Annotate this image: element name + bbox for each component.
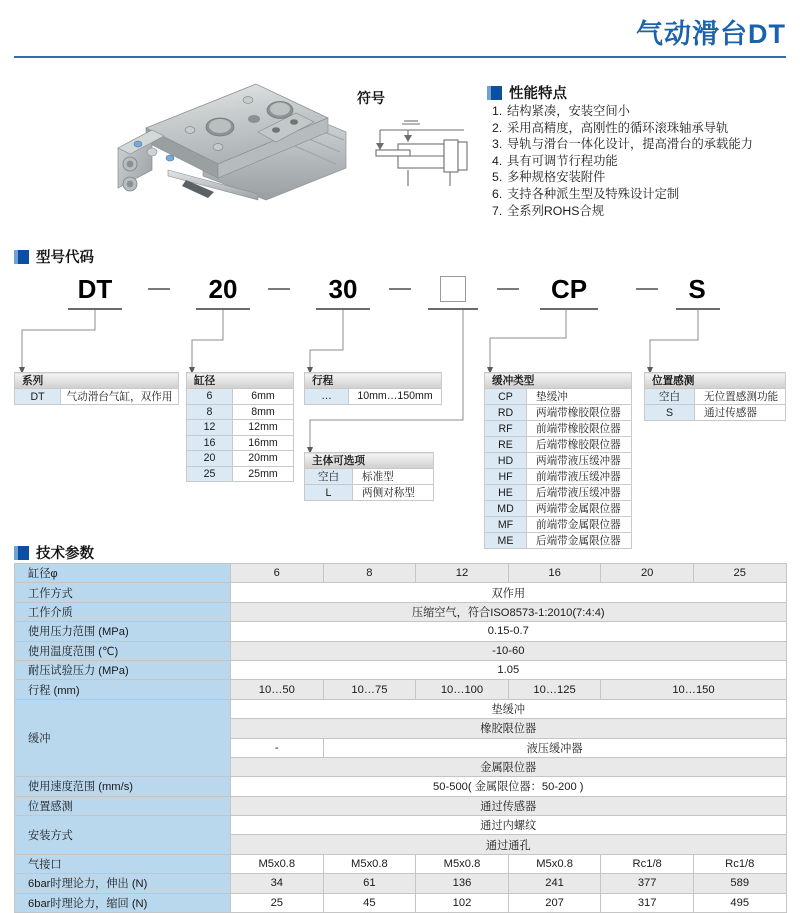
feature-number: 3. bbox=[492, 137, 503, 152]
legend-table-cushion bbox=[484, 372, 632, 549]
legend-code: HE bbox=[485, 485, 527, 501]
section-marker-icon bbox=[14, 546, 29, 560]
spec-value: 双作用 bbox=[231, 583, 787, 602]
symbol-diagram bbox=[368, 112, 478, 190]
spec-value: 压缩空气，符合ISO8573-1:2010(7:4:4) bbox=[231, 602, 787, 621]
legend-table-bore bbox=[186, 372, 294, 482]
spec-stroke-value: 10…100 bbox=[416, 680, 509, 699]
feature-item bbox=[492, 103, 792, 120]
spec-force-value: 207 bbox=[508, 893, 601, 912]
spec-label: 使用速度范围 (mm/s) bbox=[15, 777, 231, 796]
section-marker-icon bbox=[487, 86, 502, 100]
spec-label: 使用温度范围 (℃) bbox=[15, 641, 231, 660]
legend-code: L bbox=[305, 485, 353, 501]
code-underline bbox=[316, 308, 370, 310]
code-underline bbox=[676, 308, 720, 310]
spec-value: 0.15-0.7 bbox=[231, 622, 787, 641]
table-row bbox=[15, 660, 787, 679]
legend-desc: 前端带金属限位器 bbox=[527, 517, 632, 533]
legend-row bbox=[485, 437, 632, 453]
legend-desc: 通过传感器 bbox=[695, 405, 786, 421]
page-title: 气动滑台DT bbox=[636, 19, 786, 49]
table-row bbox=[15, 680, 787, 699]
legend-table-position-sensing bbox=[644, 372, 786, 421]
legend-desc: 12mm bbox=[233, 420, 294, 436]
legend-code: 12 bbox=[187, 420, 233, 436]
legend-title: 系列 bbox=[15, 373, 179, 389]
code-part-series: DT bbox=[77, 274, 113, 304]
legend-row bbox=[187, 420, 294, 436]
legend-title: 行程 bbox=[305, 373, 442, 389]
spec-label: 气接口 bbox=[15, 854, 231, 873]
legend-row bbox=[305, 485, 434, 501]
spec-bore-value: 25 bbox=[693, 564, 786, 583]
table-row bbox=[15, 893, 787, 912]
spec-force-value: 377 bbox=[601, 874, 694, 893]
spec-label: 安装方式 bbox=[15, 816, 231, 855]
legend-row bbox=[645, 389, 786, 405]
spec-label: 工作介质 bbox=[15, 602, 231, 621]
code-dash bbox=[636, 288, 658, 290]
legend-desc: 前端带橡胶限位器 bbox=[527, 421, 632, 437]
spec-value: -10-60 bbox=[231, 641, 787, 660]
legend-desc: 8mm bbox=[233, 404, 294, 420]
legend-row bbox=[187, 389, 294, 405]
spec-bore-value: 6 bbox=[231, 564, 324, 583]
spec-label: 耐压试验压力 (MPa) bbox=[15, 660, 231, 679]
legend-code: 6 bbox=[187, 389, 233, 405]
table-row bbox=[15, 796, 787, 815]
table-row bbox=[15, 777, 787, 796]
feature-text: 导轨与滑台一体化设计，提高滑台的承载能力 bbox=[507, 137, 753, 152]
spec-cushion-value: 垫缓冲 bbox=[231, 699, 787, 718]
feature-item bbox=[492, 153, 792, 170]
legend-code: HD bbox=[485, 453, 527, 469]
table-row bbox=[15, 583, 787, 602]
legend-desc: 10mm…150mm bbox=[349, 389, 442, 405]
feature-item bbox=[492, 136, 792, 153]
spec-bore-value: 12 bbox=[416, 564, 509, 583]
feature-text: 结构紧凑，安装空间小 bbox=[507, 104, 630, 118]
model-code-heading-text: 型号代码 bbox=[36, 250, 94, 266]
legend-code: RF bbox=[485, 421, 527, 437]
spec-force-value: 317 bbox=[601, 893, 694, 912]
table-row bbox=[15, 874, 787, 893]
legend-row bbox=[485, 421, 632, 437]
feature-text: 采用高精度，高刚性的循环滚珠轴承导轨 bbox=[507, 120, 729, 135]
feature-number: 2. bbox=[492, 120, 503, 135]
spec-cushion-value: 金属限位器 bbox=[231, 757, 787, 776]
legend-code: S bbox=[645, 405, 695, 421]
legend-title: 缸径 bbox=[187, 373, 294, 389]
legend-code: 25 bbox=[187, 466, 233, 482]
code-underline bbox=[428, 308, 478, 310]
feature-item bbox=[492, 186, 792, 203]
table-row bbox=[15, 699, 787, 718]
spec-cushion-value: - bbox=[231, 738, 324, 757]
legend-desc: 两端带液压缓冲器 bbox=[527, 453, 632, 469]
code-dash bbox=[268, 288, 290, 290]
feature-item bbox=[492, 169, 792, 186]
spec-stroke-value: 10…75 bbox=[323, 680, 416, 699]
legend-desc: 后端带液压缓冲器 bbox=[527, 485, 632, 501]
code-underline bbox=[68, 308, 122, 310]
table-row bbox=[15, 854, 787, 873]
feature-number: 1. bbox=[492, 104, 503, 118]
legend-row bbox=[187, 404, 294, 420]
table-row bbox=[15, 602, 787, 621]
spec-force-value: 241 bbox=[508, 874, 601, 893]
legend-code: ME bbox=[485, 533, 527, 549]
code-underline bbox=[540, 308, 598, 310]
section-marker-icon bbox=[14, 250, 29, 264]
model-code-row bbox=[0, 272, 800, 314]
legend-table-body-option bbox=[304, 452, 434, 501]
table-row bbox=[15, 564, 787, 583]
spec-value: 通过传感器 bbox=[231, 796, 787, 815]
spec-label: 缓冲 bbox=[15, 699, 231, 777]
spec-force-value: 102 bbox=[416, 893, 509, 912]
legend-row bbox=[485, 485, 632, 501]
spec-stroke-value: 10…50 bbox=[231, 680, 324, 699]
spec-stroke-value: 10…150 bbox=[601, 680, 786, 699]
feature-number: 7. bbox=[492, 203, 503, 218]
legend-desc: 6mm bbox=[233, 389, 294, 405]
legend-desc: 两端带橡胶限位器 bbox=[527, 405, 632, 421]
spec-value: 50-500( 金属限位器：50-200 ) bbox=[231, 777, 787, 796]
spec-heading bbox=[14, 542, 94, 563]
spec-bore-value: 8 bbox=[323, 564, 416, 583]
legend-code: 空白 bbox=[305, 469, 353, 485]
legend-code: RE bbox=[485, 437, 527, 453]
model-code-heading bbox=[14, 246, 94, 267]
spec-table bbox=[14, 563, 787, 913]
legend-desc: 无位置感测功能 bbox=[695, 389, 786, 405]
spec-value: 1.05 bbox=[231, 660, 787, 679]
spec-label: 缸径φ bbox=[15, 564, 231, 583]
legend-desc: 后端带橡胶限位器 bbox=[527, 437, 632, 453]
legend-desc: 标准型 bbox=[353, 469, 434, 485]
spec-force-value: 136 bbox=[416, 874, 509, 893]
legend-row bbox=[485, 517, 632, 533]
table-row bbox=[15, 622, 787, 641]
spec-cushion-value: 液压缓冲器 bbox=[323, 738, 786, 757]
spec-port-value: M5x0.8 bbox=[508, 854, 601, 873]
legend-row bbox=[187, 466, 294, 482]
legend-row bbox=[187, 435, 294, 451]
feature-text: 全系列ROHS合规 bbox=[507, 203, 605, 218]
product-photo bbox=[108, 72, 348, 204]
features-heading bbox=[487, 82, 567, 103]
legend-row bbox=[485, 405, 632, 421]
legend-code: 20 bbox=[187, 451, 233, 467]
legend-code: 8 bbox=[187, 404, 233, 420]
feature-text: 支持各种派生型及特殊设计定制 bbox=[507, 186, 680, 201]
legend-code: MD bbox=[485, 501, 527, 517]
feature-number: 6. bbox=[492, 186, 503, 201]
code-dash bbox=[148, 288, 170, 290]
spec-heading-text: 技术参数 bbox=[36, 546, 94, 562]
legend-row bbox=[187, 451, 294, 467]
legend-title: 主体可选项 bbox=[305, 453, 434, 469]
code-part-sensing: S bbox=[688, 274, 706, 304]
spec-label: 使用压力范围 (MPa) bbox=[15, 622, 231, 641]
legend-table-series bbox=[14, 372, 179, 405]
code-dash bbox=[497, 288, 519, 290]
spec-stroke-value: 10…125 bbox=[508, 680, 601, 699]
spec-force-value: 34 bbox=[231, 874, 324, 893]
features-heading-text: 性能特点 bbox=[509, 86, 567, 102]
legend-code: HF bbox=[485, 469, 527, 485]
feature-item bbox=[492, 203, 792, 220]
spec-label: 工作方式 bbox=[15, 583, 231, 602]
legend-desc: 两侧对称型 bbox=[353, 485, 434, 501]
header-divider bbox=[14, 56, 786, 58]
spec-label: 6bar时理论力，缩回 (N) bbox=[15, 893, 231, 912]
feature-number: 5. bbox=[492, 170, 503, 185]
legend-desc: 前端带液压缓冲器 bbox=[527, 469, 632, 485]
legend-desc: 16mm bbox=[233, 435, 294, 451]
legend-code: 空白 bbox=[645, 389, 695, 405]
legend-row bbox=[15, 389, 179, 405]
legend-table-stroke bbox=[304, 372, 442, 405]
legend-row bbox=[485, 501, 632, 517]
legend-row bbox=[485, 469, 632, 485]
legend-row bbox=[305, 469, 434, 485]
legend-row bbox=[485, 389, 632, 405]
spec-cushion-value: 橡胶限位器 bbox=[231, 719, 787, 738]
feature-text: 多种规格安装附件 bbox=[507, 170, 606, 185]
feature-number: 4. bbox=[492, 153, 503, 168]
spec-port-value: Rc1/8 bbox=[601, 854, 694, 873]
spec-force-value: 45 bbox=[323, 893, 416, 912]
spec-port-value: M5x0.8 bbox=[323, 854, 416, 873]
features-list bbox=[492, 103, 792, 219]
spec-port-value: M5x0.8 bbox=[231, 854, 324, 873]
legend-code: … bbox=[305, 389, 349, 405]
legend-row bbox=[645, 405, 786, 421]
spec-mount-value: 通过内螺纹 bbox=[231, 816, 787, 835]
symbol-label: 符号 bbox=[357, 90, 385, 106]
spec-port-value: M5x0.8 bbox=[416, 854, 509, 873]
spec-force-value: 61 bbox=[323, 874, 416, 893]
code-part-cushion: CP bbox=[550, 274, 588, 304]
spec-bore-value: 16 bbox=[508, 564, 601, 583]
table-row bbox=[15, 641, 787, 660]
legend-desc: 后端带金属限位器 bbox=[527, 533, 632, 549]
legend-desc: 25mm bbox=[233, 466, 294, 482]
spec-force-value: 589 bbox=[693, 874, 786, 893]
spec-port-value: Rc1/8 bbox=[693, 854, 786, 873]
legend-code: DT bbox=[15, 389, 61, 405]
code-part-body-option-box bbox=[440, 276, 466, 302]
legend-row bbox=[485, 533, 632, 549]
legend-code: 16 bbox=[187, 435, 233, 451]
feature-text: 具有可调节行程功能 bbox=[507, 153, 618, 168]
table-row bbox=[15, 816, 787, 835]
legend-code: CP bbox=[485, 389, 527, 405]
legend-desc: 两端带金属限位器 bbox=[527, 501, 632, 517]
spec-bore-value: 20 bbox=[601, 564, 694, 583]
code-part-stroke: 30 bbox=[328, 274, 358, 304]
page-header bbox=[0, 0, 800, 62]
spec-label: 行程 (mm) bbox=[15, 680, 231, 699]
spec-force-value: 495 bbox=[693, 893, 786, 912]
legend-title: 缓冲类型 bbox=[485, 373, 632, 389]
spec-label: 位置感测 bbox=[15, 796, 231, 815]
legend-title: 位置感测 bbox=[645, 373, 786, 389]
legend-desc: 垫缓冲 bbox=[527, 389, 632, 405]
code-underline bbox=[196, 308, 250, 310]
code-part-bore: 20 bbox=[208, 274, 238, 304]
legend-row bbox=[305, 389, 442, 405]
legend-code: MF bbox=[485, 517, 527, 533]
code-dash bbox=[389, 288, 411, 290]
spec-mount-value: 通过通孔 bbox=[231, 835, 787, 854]
spec-label: 6bar时理论力，伸出 (N) bbox=[15, 874, 231, 893]
legend-desc: 气动滑台气缸，双作用 bbox=[61, 389, 179, 405]
legend-code: RD bbox=[485, 405, 527, 421]
feature-item bbox=[492, 120, 792, 137]
spec-force-value: 25 bbox=[231, 893, 324, 912]
legend-desc: 20mm bbox=[233, 451, 294, 467]
legend-row bbox=[485, 453, 632, 469]
